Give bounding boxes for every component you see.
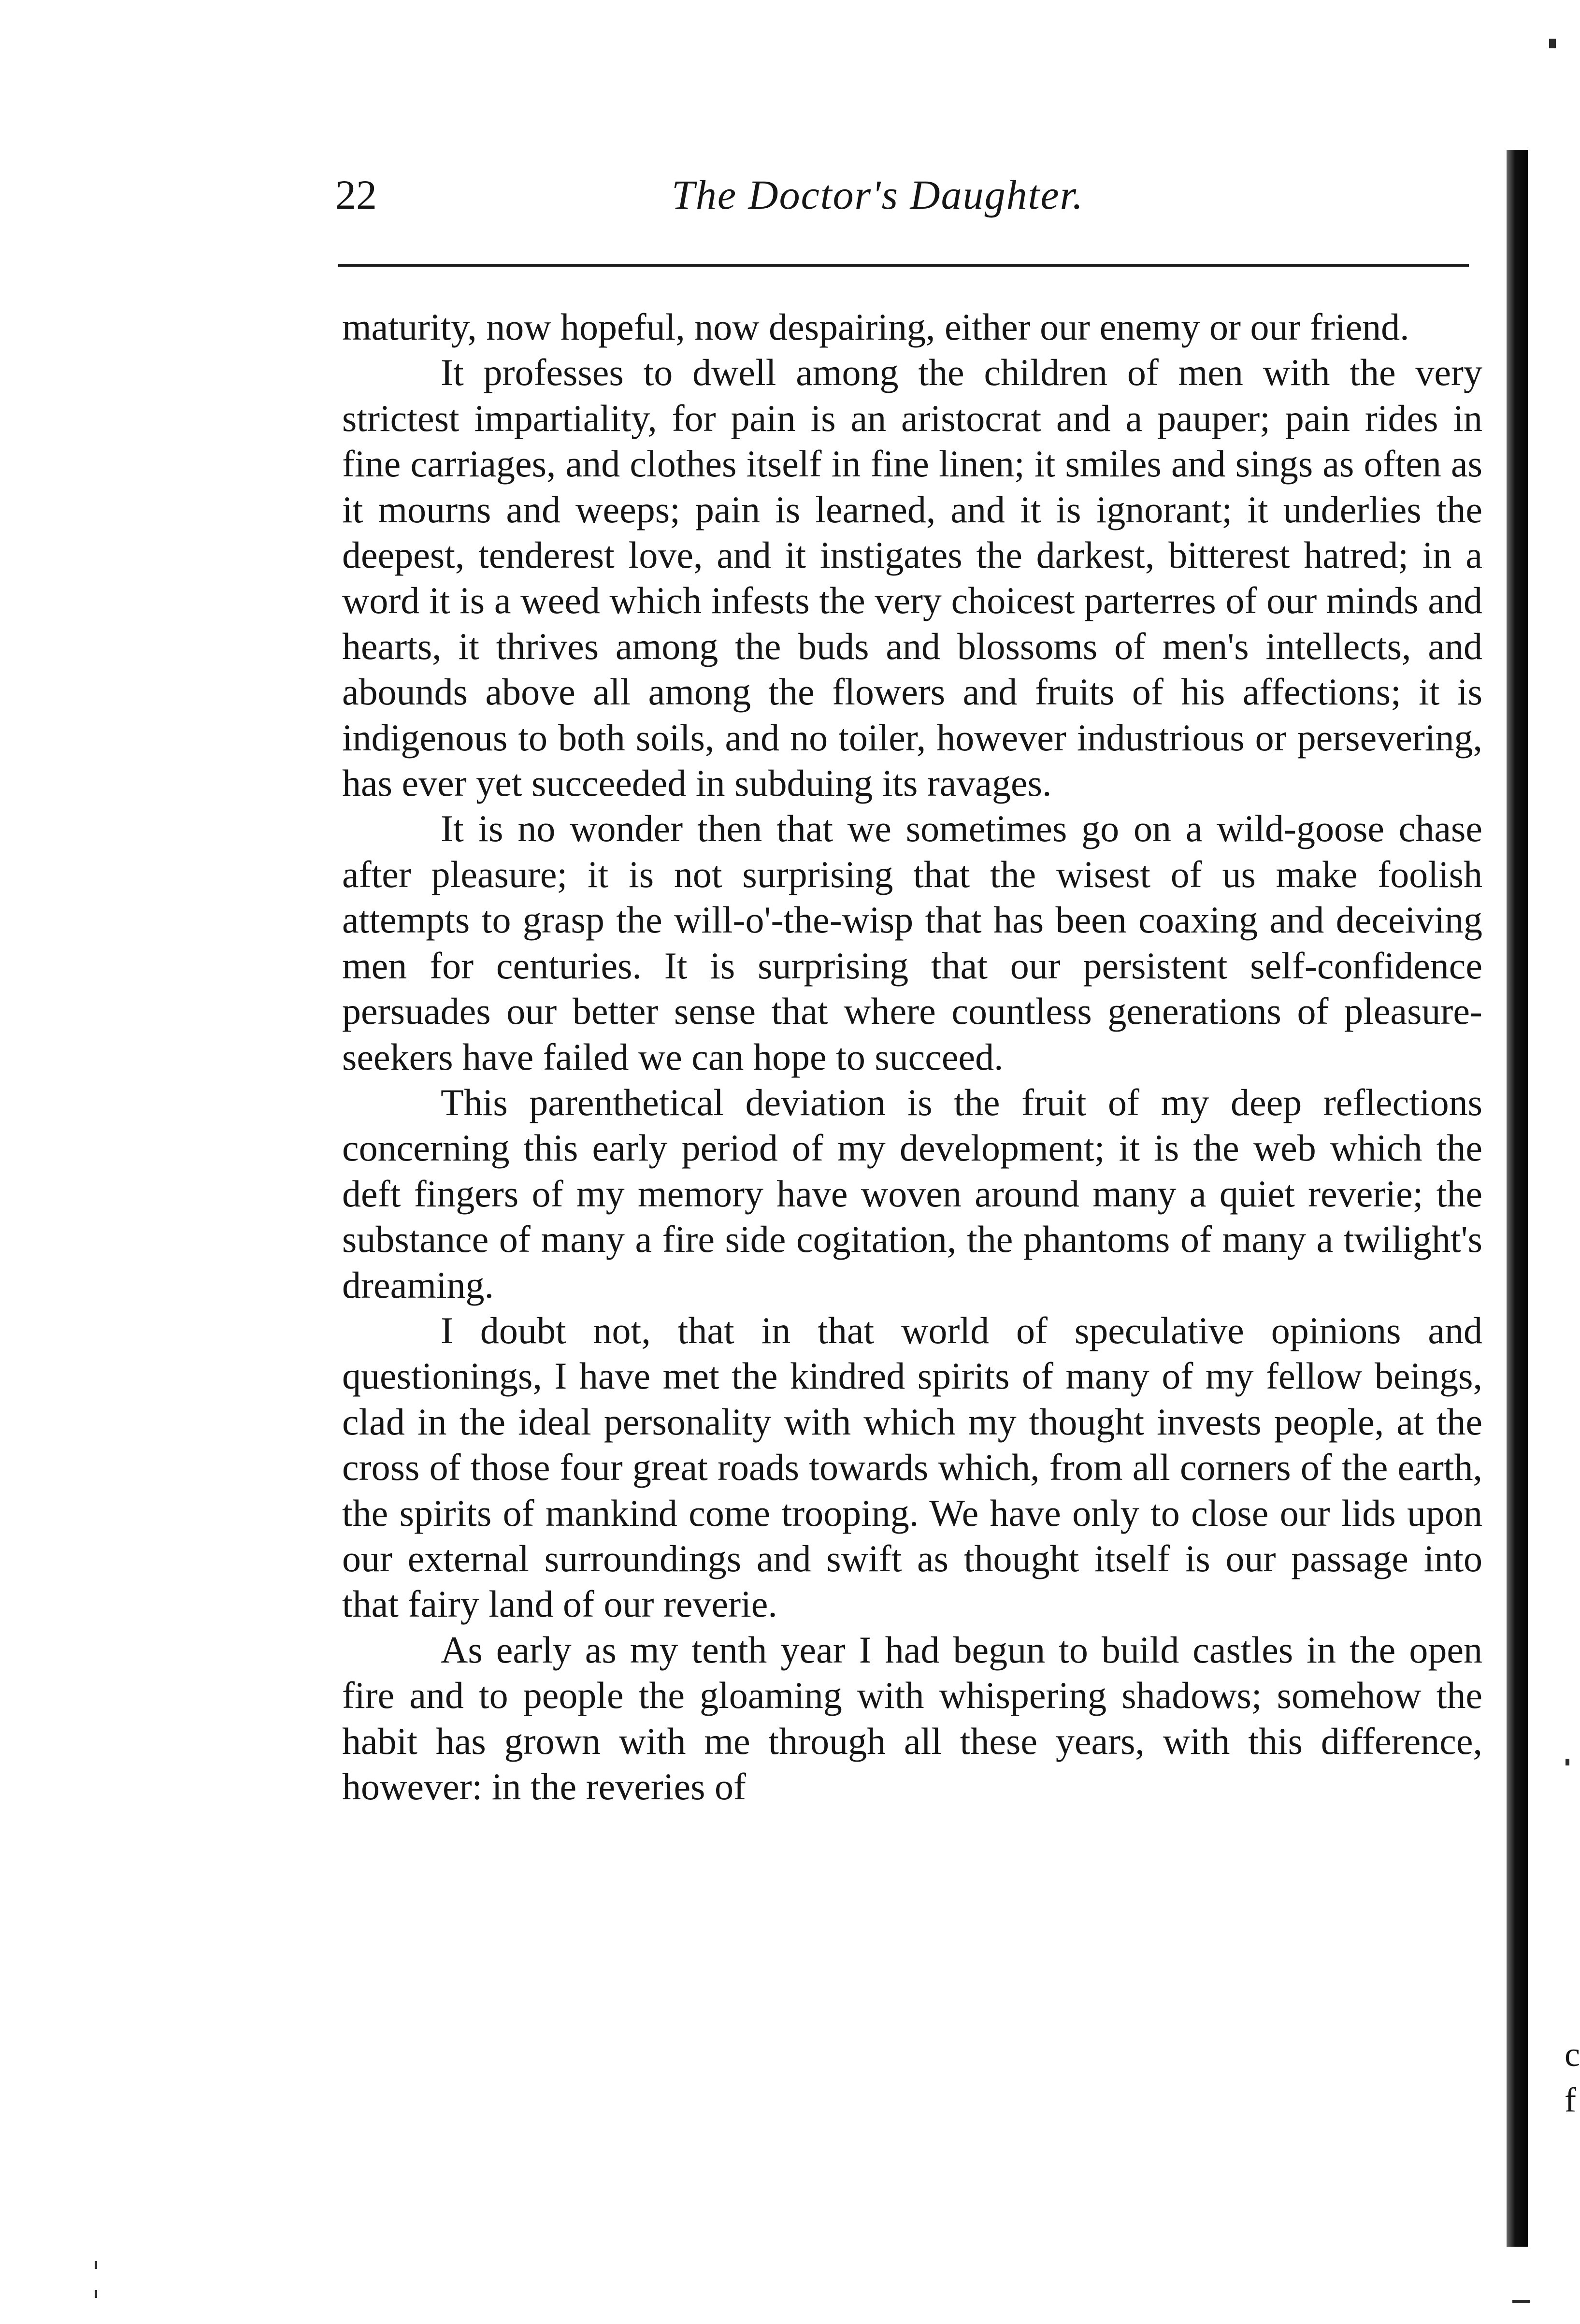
paragraph: This parenthetical deviation is the fruit of my deep reflections concerning this early period of my development; it is the web which the deft fingers of my memory have woven around many a quiet reverie; the substance of many a fire side cogitation, the phantoms of many a twilight's dreaming.: [342, 1081, 1482, 1306]
paragraph: I doubt not, that in that world of speculative opinions and questionings, I have met the kindred spirits of many of my fellow beings, clad in the ideal personality with which my thought invests people, at the cross of those four great roads towards which, from all corners of the earth, the spirits of mankind come trooping. We have only to close our lids upon our external surroundings and swift as thought itself is our passage into that fairy land of our reverie.: [342, 1309, 1482, 1625]
paragraph: It is no wonder then that we sometimes go on a wild-goose chase after pleasure; it is not surprising that the wisest of us make foolish attempts to grasp the will-o'-the-wisp that has been coaxing and deceiving men for centuries. It is surprising that our persistent self-confidence persuades our better sense that where countless generations of pleasure-seekers have failed we can hope to succeed.: [342, 807, 1482, 1078]
gutter-mark-bottom: [1512, 2300, 1530, 2303]
page-number: 22: [335, 172, 377, 218]
paragraph: It professes to dwell among the children of men with the very strictest impartiality, for pain is an aristocrat and a pauper; pain rides in fine carriages, and clothes itself in fine linen; it smiles and sings as often as it mourns and weeps; pain is learned, and it is ignorant; it underlies the deepest, tenderest love, and it instigates the darkest, bitterest hatred; in a word it is a weed which infests the very choicest parterres of our minds and hearts, it thrives among the buds and blossoms of men's intellects, and abounds above all among the flowers and fruits of his affections; it is indigenous to both soils, and no toiler, however industrious or persevering, has ever yet succeeded in subduing its ravages.: [342, 351, 1482, 804]
header-rule: [338, 264, 1469, 267]
gutter-mark-mid: [1566, 1759, 1569, 1765]
margin-dot-left-2: [95, 2290, 97, 2298]
paragraph: As early as my tenth year I had begun to build castles in the open fire and to people the gloaming with whispering shadows; somehow the habit has grown with me through all these years, with this difference, however: in the reveries of: [342, 1628, 1482, 1808]
gutter-mark-top: [1549, 39, 1556, 48]
paragraph-continuation: maturity, now hopeful, now despairing, either our enemy or our friend.: [342, 306, 1409, 348]
running-title: The Doctor's Daughter.: [672, 172, 1084, 218]
margin-letter-f: f: [1565, 2080, 1576, 2119]
text-block: [342, 304, 1482, 1809]
gutter-shadow: [1507, 150, 1528, 2247]
margin-letter-c: c: [1565, 2035, 1580, 2074]
margin-dot-left-1: [95, 2261, 97, 2269]
